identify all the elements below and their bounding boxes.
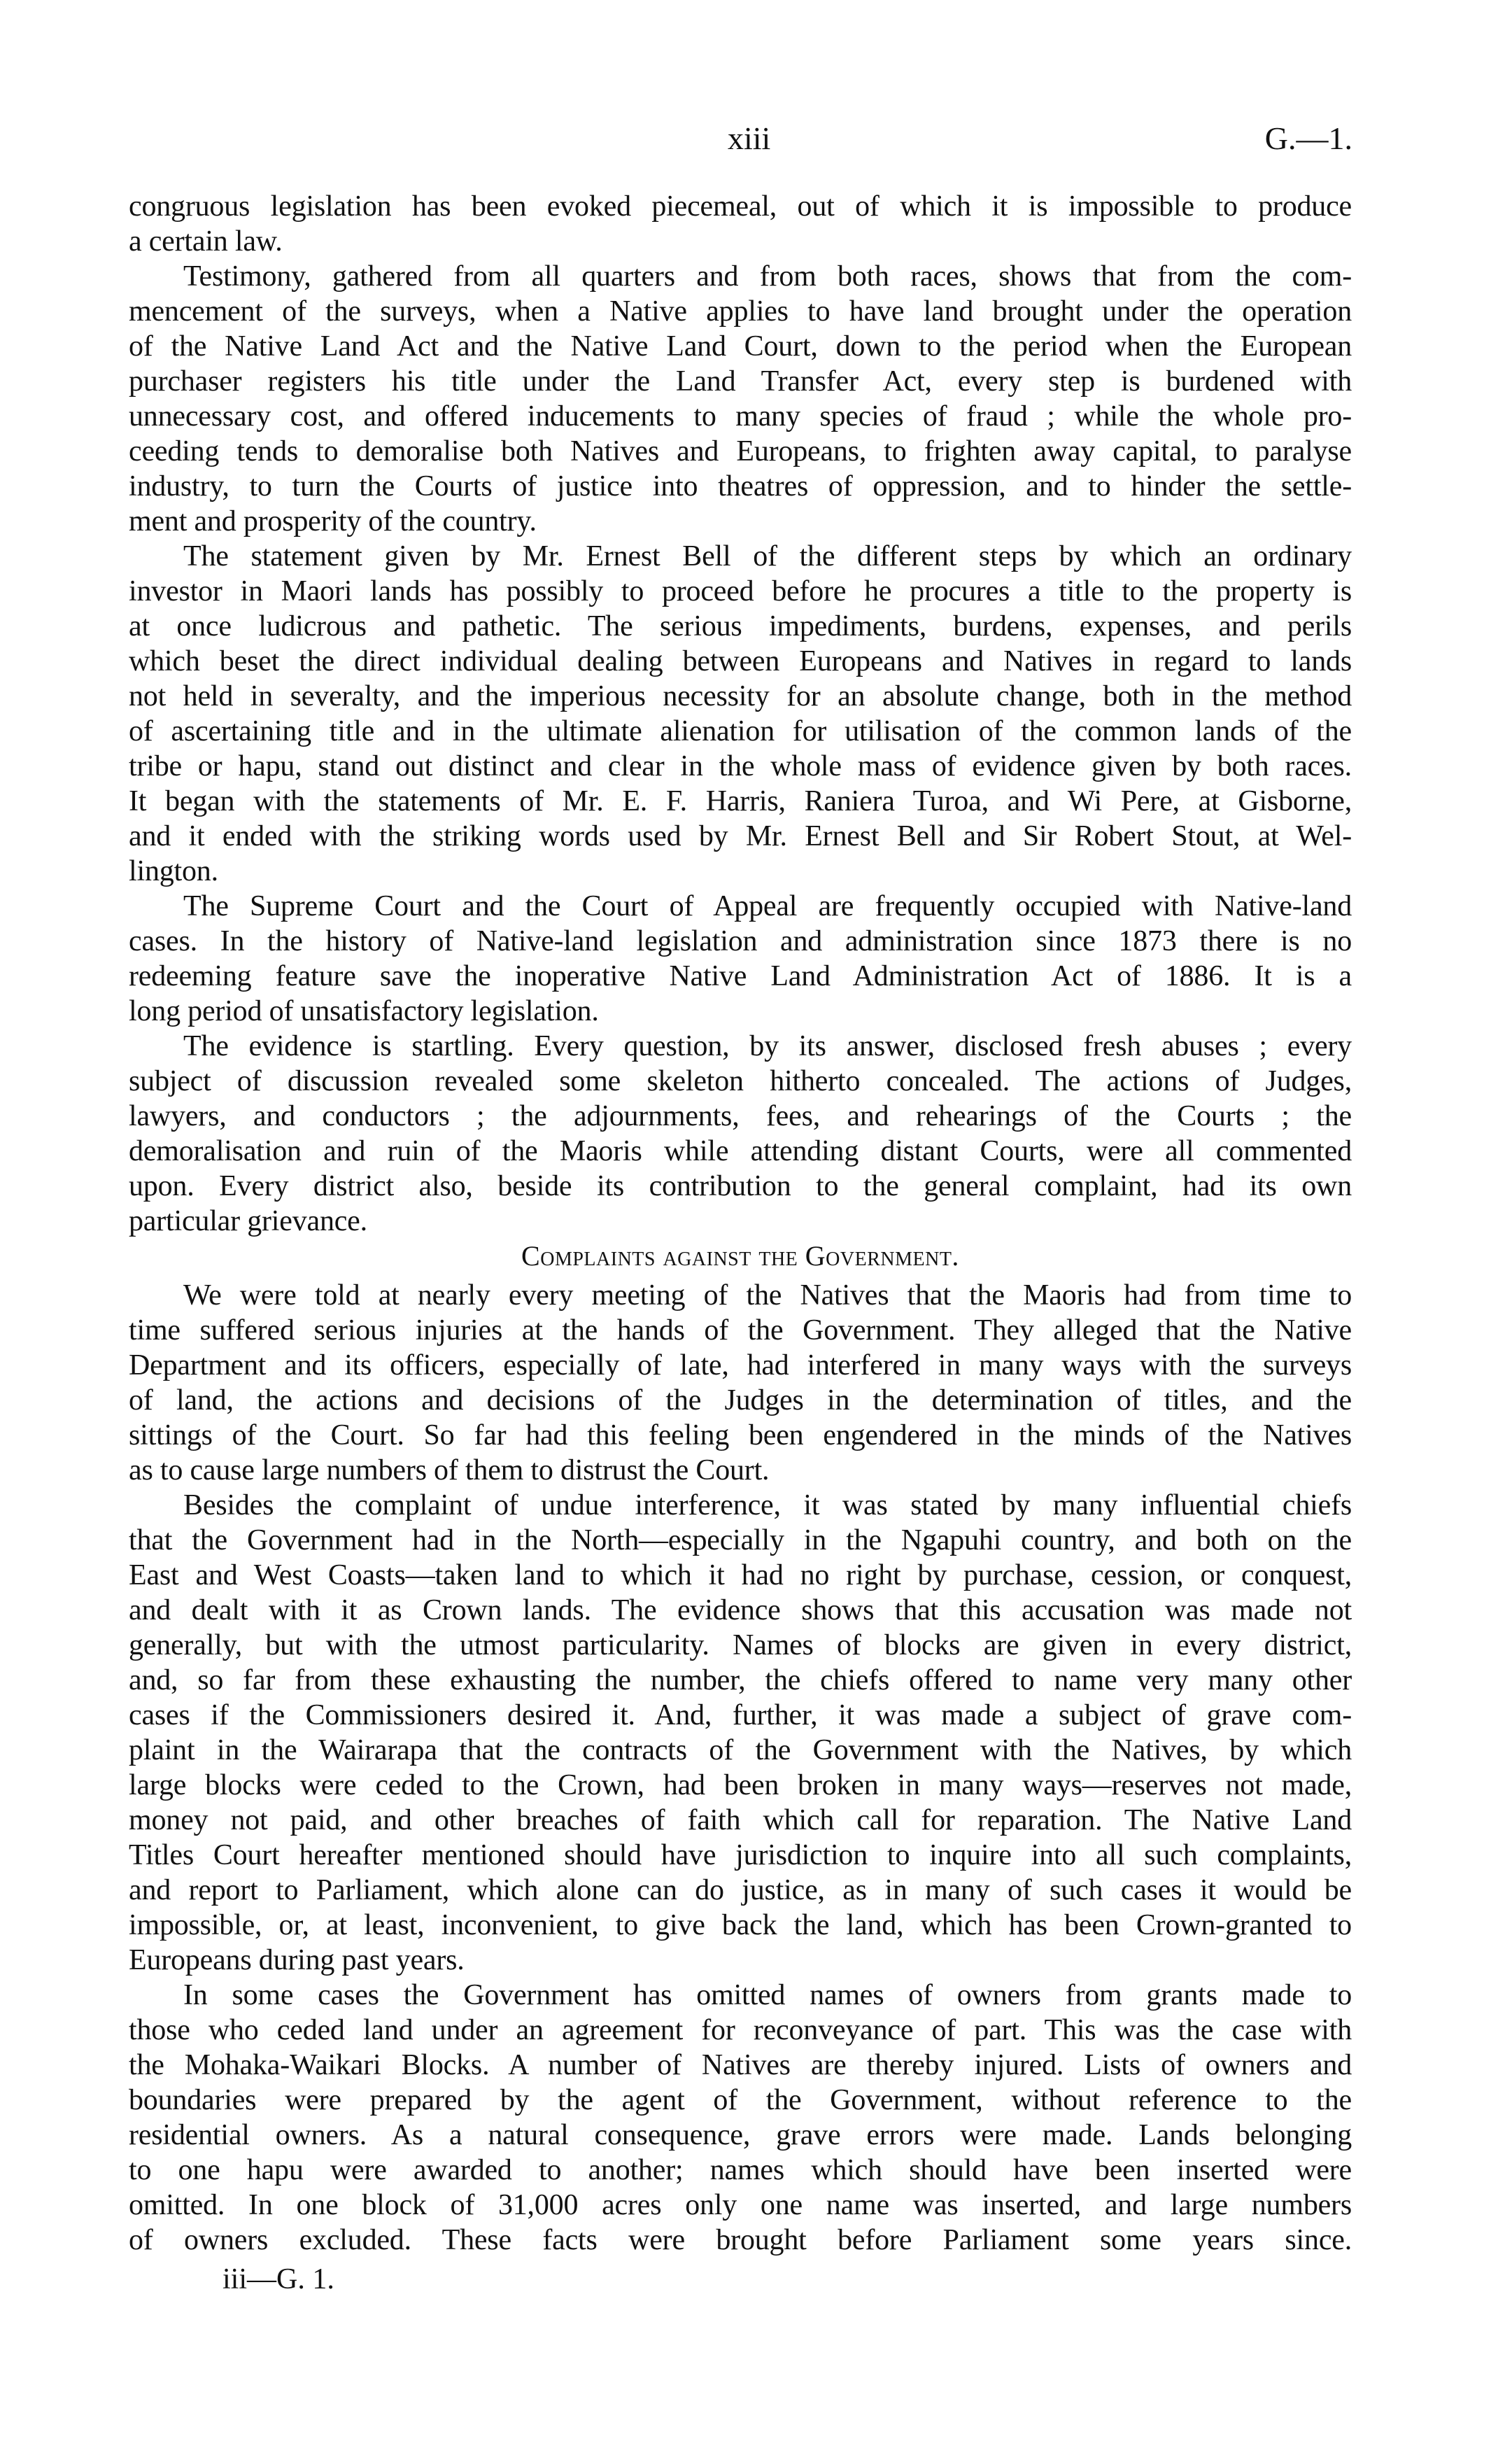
- text-line: demoralisation and ruin of the Maoris while attending distant Courts, were all commented: [129, 1135, 1352, 1167]
- text-line: cases if the Commissioners desired it. And, further, it was made a subject of grave com-: [129, 1699, 1352, 1731]
- text-line: upon. Every district also, beside its contribution to the general complaint, had its own: [129, 1170, 1352, 1202]
- text-line: plaint in the Wairarapa that the contracts of the Government with the Natives, by which: [129, 1734, 1352, 1766]
- text-line: those who ceded land under an agreement for reconveyance of part. This was the case with: [129, 2014, 1352, 2046]
- text-line: We were told at nearly every meeting of the Natives that the Maoris had from time to: [183, 1279, 1352, 1311]
- text-line: cases. In the history of Native-land legislation and administration since 1873 there is no: [129, 925, 1352, 957]
- text-line: sittings of the Court. So far had this feeling been engendered in the minds of the Natives: [129, 1419, 1352, 1451]
- document-reference: G.—1.: [1264, 120, 1352, 156]
- text-line: purchaser registers his title under the Land Transfer Act, every step is burdened with: [129, 365, 1352, 398]
- paragraph: [129, 259, 1352, 539]
- text-line: The Supreme Court and the Court of Appeal are frequently occupied with Native-land: [183, 890, 1352, 922]
- paragraph: [129, 1278, 1352, 1488]
- signature-mark: iii—G. 1.: [222, 2263, 334, 2295]
- text-line: congruous legislation has been evoked piecemeal, out of which it is impossible to produce: [129, 190, 1352, 223]
- text-line: Europeans during past years.: [129, 1944, 465, 1976]
- text-line: and dealt with it as Crown lands. The evidence shows that this accusation was made not: [129, 1594, 1352, 1626]
- text-line: lington.: [129, 855, 218, 887]
- text-line: at once ludicrous and pathetic. The serious impediments, burdens, expenses, and perils: [129, 610, 1352, 642]
- text-line: ceeding tends to demoralise both Natives and Europeans, to frighten away capital, to paralyse: [129, 435, 1352, 467]
- text-line: Besides the complaint of undue interference, it was stated by many influential chiefs: [183, 1489, 1352, 1521]
- text-line: In some cases the Government has omitted names of owners from grants made to: [183, 1979, 1352, 2011]
- paragraph: [129, 1029, 1352, 1239]
- text-line: omitted. In one block of 31,000 acres only one name was inserted, and large numbers: [129, 2189, 1352, 2221]
- text-line: as to cause large numbers of them to distrust the Court.: [129, 1454, 770, 1486]
- text-line: tribe or hapu, stand out distinct and clear in the whole mass of evidence given by both races.: [129, 750, 1352, 782]
- text-line: and report to Parliament, which alone can do justice, as in many of such cases it would be: [129, 1874, 1352, 1906]
- section-heading: Complaints against the Government.: [521, 1240, 959, 1272]
- paragraph: [129, 1978, 1352, 2258]
- paragraph: [129, 189, 1352, 259]
- text-line: industry, to turn the Courts of justice into theatres of oppression, and to hinder the settle-: [129, 470, 1352, 502]
- text-line: the Mohaka-Waikari Blocks. A number of Natives are thereby injured. Lists of owners and: [129, 2049, 1352, 2081]
- text-line: mencement of the surveys, when a Native applies to have land brought under the operation: [129, 295, 1352, 328]
- text-line: East and West Coasts—taken land to which it had no right by purchase, cession, or conquest,: [129, 1559, 1352, 1591]
- text-line: lawyers, and conductors ; the adjournments, fees, and rehearings of the Courts ; the: [129, 1100, 1352, 1132]
- paragraph: [129, 1488, 1352, 1978]
- text-line: investor in Maori lands has possibly to proceed before he procures a title to the property is: [129, 575, 1352, 607]
- document-body: [129, 189, 1352, 2258]
- paragraph: [129, 539, 1352, 889]
- text-line: large blocks were ceded to the Crown, had been broken in many ways—reserves not made,: [129, 1769, 1352, 1801]
- text-line: particular grievance.: [129, 1205, 367, 1237]
- text-line: residential owners. As a natural consequence, grave errors were made. Lands belonging: [129, 2119, 1352, 2151]
- text-line: impossible, or, at least, inconvenient, to give back the land, which has been Crown-granted to: [129, 1909, 1352, 1941]
- paragraph: [129, 889, 1352, 1029]
- text-line: redeeming feature save the inoperative Native Land Administration Act of 1886. It is a: [129, 960, 1352, 992]
- text-line: It began with the statements of Mr. E. F. Harris, Raniera Turoa, and Wi Pere, at Gisborne,: [129, 785, 1352, 817]
- text-line: which beset the direct individual dealing between Europeans and Natives in regard to lands: [129, 645, 1352, 677]
- text-line: time suffered serious injuries at the hands of the Government. They alleged that the Native: [129, 1314, 1352, 1346]
- text-line: a certain law.: [129, 225, 283, 258]
- text-line: of owners excluded. These facts were brought before Parliament some years since.: [129, 2224, 1352, 2256]
- text-line: money not paid, and other breaches of faith which call for reparation. The Native Land: [129, 1804, 1352, 1836]
- text-line: Titles Court hereafter mentioned should have jurisdiction to inquire into all such complaints,: [129, 1839, 1352, 1871]
- text-line: The statement given by Mr. Ernest Bell of the different steps by which an ordinary: [183, 540, 1352, 572]
- text-line: unnecessary cost, and offered inducements to many species of fraud ; while the whole pro-: [129, 400, 1352, 432]
- text-line: Testimony, gathered from all quarters and from both races, shows that from the com-: [183, 260, 1352, 293]
- text-line: The evidence is startling. Every question, by its answer, disclosed fresh abuses ; every: [183, 1030, 1352, 1062]
- text-line: of land, the actions and decisions of the Judges in the determination of titles, and the: [129, 1384, 1352, 1416]
- text-line: that the Government had in the North—especially in the Ngapuhi country, and both on the: [129, 1524, 1352, 1556]
- text-line: and, so far from these exhausting the number, the chiefs offered to name very many other: [129, 1664, 1352, 1696]
- text-line: and it ended with the striking words used by Mr. Ernest Bell and Sir Robert Stout, at Wel-: [129, 820, 1352, 852]
- text-line: subject of discussion revealed some skeleton hitherto concealed. The actions of Judges,: [129, 1065, 1352, 1097]
- text-line: not held in severalty, and the imperious necessity for an absolute change, both in the method: [129, 680, 1352, 712]
- text-line: Department and its officers, especially of late, had interfered in many ways with the surveys: [129, 1349, 1352, 1381]
- text-line: long period of unsatisfactory legislation.: [129, 995, 599, 1027]
- text-line: of the Native Land Act and the Native Land Court, down to the period when the European: [129, 330, 1352, 363]
- text-line: to one hapu were awarded to another; names which should have been inserted were: [129, 2154, 1352, 2186]
- text-line: ment and prosperity of the country.: [129, 505, 537, 537]
- text-line: of ascertaining title and in the ultimate alienation for utilisation of the common lands of the: [129, 715, 1352, 747]
- page-number: xiii: [728, 120, 771, 156]
- text-line: generally, but with the utmost particularity. Names of blocks are given in every district,: [129, 1629, 1352, 1661]
- text-line: boundaries were prepared by the agent of the Government, without reference to the: [129, 2084, 1352, 2116]
